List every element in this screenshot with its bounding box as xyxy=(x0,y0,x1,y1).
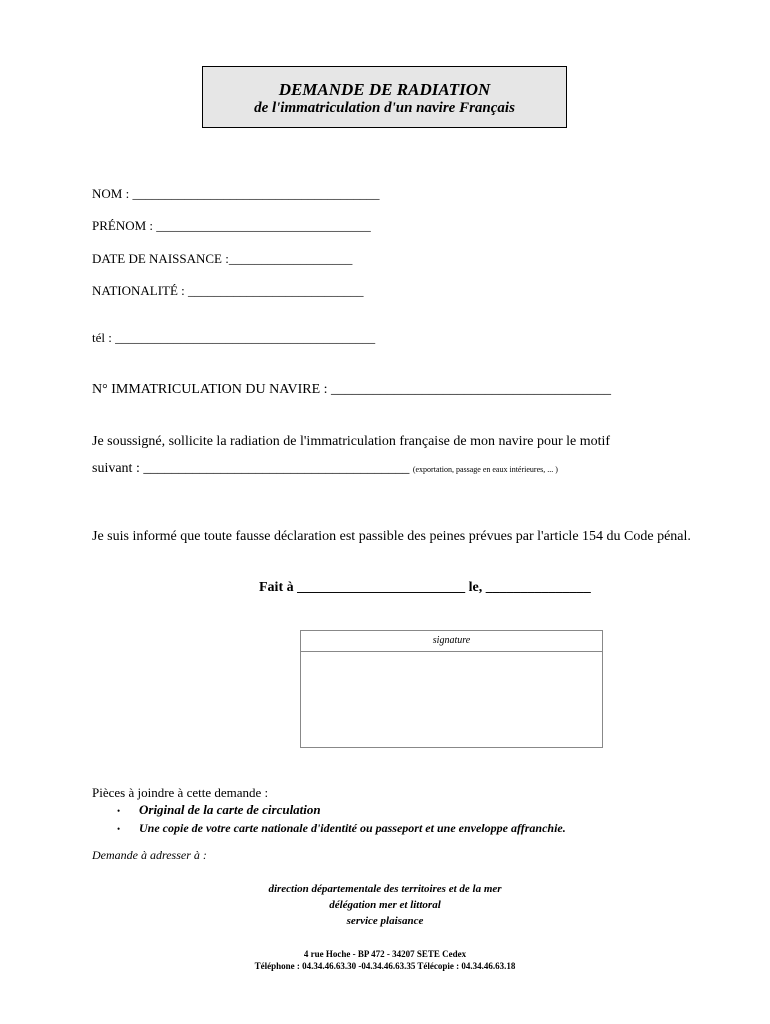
contact-info xyxy=(0,948,770,972)
nom-field[interactable]: NOM : ______________________________________ xyxy=(92,186,380,201)
street-address: 4 rue Hoche - BP 472 - 34207 SETE Cedex xyxy=(303,949,467,959)
service-line: direction départementale des territoires et de la mer xyxy=(268,883,502,895)
phone-numbers: Téléphone : 04.34.46.63.30 -04.34.46.63.35 Télécopie : 04.34.46.63.18 xyxy=(254,961,516,971)
pieces-list xyxy=(117,801,566,838)
service-address xyxy=(0,881,770,929)
fait-a-line[interactable]: Fait à ________________________ le, _______________ xyxy=(259,580,591,595)
pieces-label: Pièces à joindre à cette demande : xyxy=(92,785,269,800)
date-naissance-field[interactable]: DATE DE NAISSANCE :___________________ xyxy=(92,251,353,266)
signature-box[interactable] xyxy=(300,630,603,748)
form-title: DEMANDE DE RADIATION xyxy=(278,80,491,99)
bullet-icon: • xyxy=(117,824,121,834)
motif-field[interactable]: suivant : ______________________________________ xyxy=(92,461,410,476)
form-title-box xyxy=(202,66,567,128)
prenom-field[interactable]: PRÉNOM : _________________________________ xyxy=(92,218,371,233)
request-line-2 xyxy=(92,459,558,479)
address-label: Demande à adresser à : xyxy=(92,848,207,862)
nationalite-field[interactable]: NATIONALITÉ : ___________________________ xyxy=(92,283,364,298)
tel-field[interactable]: tél : ________________________________________ xyxy=(92,330,376,345)
list-item: • Une copie de votre carte nationale d'identité ou passeport et une enveloppe affranchie. xyxy=(117,820,566,838)
bullet-icon: • xyxy=(117,806,121,816)
motif-note: (exportation, passage en eaux intérieures, ... ) xyxy=(412,465,558,474)
service-line: délégation mer et littoral xyxy=(329,899,441,911)
declaration-text: Je suis informé que toute fausse déclaration est passible des peines prévues par l'article 154 du Code pénal. xyxy=(92,529,691,544)
list-item: • Original de la carte de circulation xyxy=(117,801,566,820)
signature-label: signature xyxy=(301,631,602,652)
immatriculation-field[interactable]: N° IMMATRICULATION DU NAVIRE : ________________________________________ xyxy=(92,382,612,397)
service-line: service plaisance xyxy=(346,915,424,927)
form-subtitle: de l'immatriculation d'un navire Français xyxy=(254,100,515,116)
request-line-1: Je soussigné, sollicite la radiation de l'immatriculation française de mon navire pour le motif xyxy=(92,434,611,449)
